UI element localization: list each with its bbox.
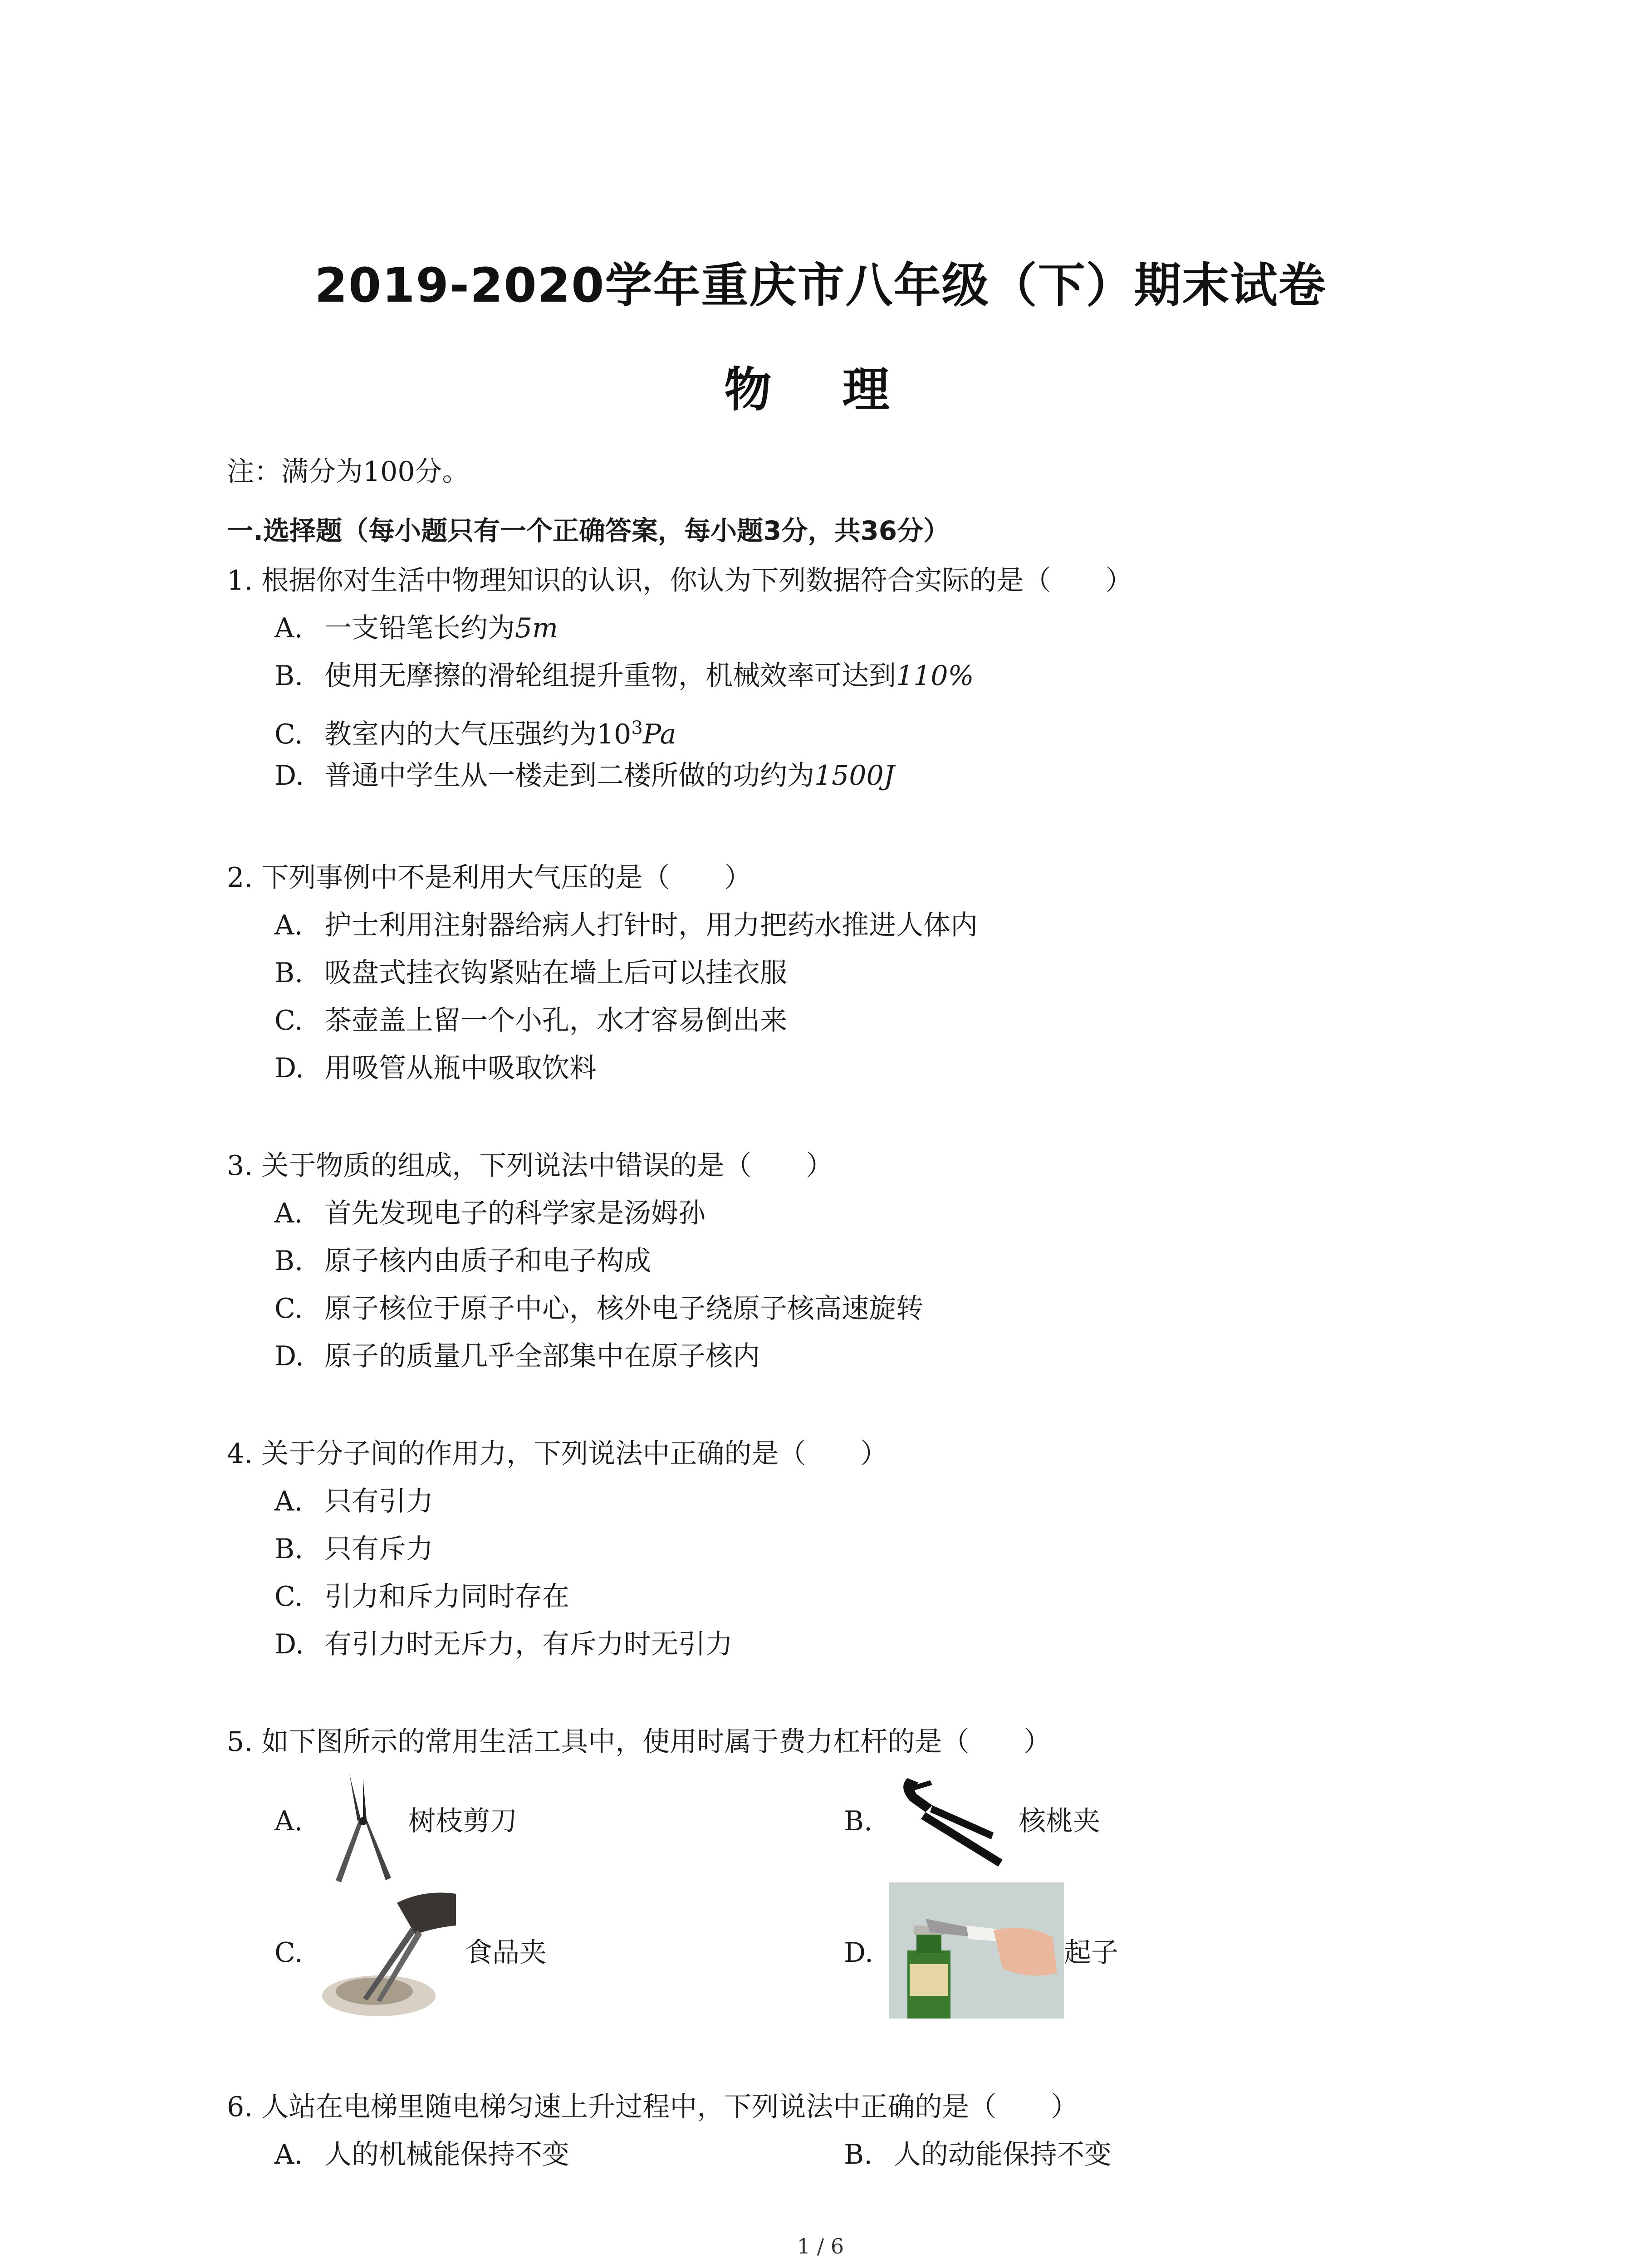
- exam-title: 2019-2020学年重庆市八年级（下）期末试卷: [314, 258, 1327, 313]
- question-1-option-c: C. 教室内的大气压强约为$10^3Pa$: [274, 718, 676, 750]
- question-6-option-b: B. 人的动能保持不变: [844, 2139, 1112, 2170]
- nutcracker-image: [889, 1769, 1016, 1878]
- page-number: 1 / 6: [797, 2234, 844, 2258]
- section-heading: 一.选择题（每小题只有一个正确答案，每小题3分，共36分）: [227, 515, 950, 546]
- question-2-option-d: D. 用吸管从瓶中吸取饮料: [274, 1052, 597, 1084]
- question-5-option-b-label: B.: [844, 1805, 873, 1837]
- question-4-option-a: A. 只有引力: [274, 1486, 433, 1517]
- question-2-option-b: B. 吸盘式挂衣钩紧贴在墙上后可以挂衣服: [274, 957, 787, 989]
- question-4-option-d: D. 有引力时无斥力，有斥力时无引力: [274, 1628, 733, 1660]
- question-5-option-a-label: A.: [274, 1805, 303, 1837]
- branch-shears-image: [318, 1769, 408, 1887]
- question-2-option-a: A. 护士利用注射器给病人打针时，用力把药水推进人体内: [274, 909, 978, 941]
- question-5-option-b-text: 核桃夹: [1019, 1805, 1100, 1837]
- question-3-option-c: C. 原子核位于原子中心，核外电子绕原子核高速旋转: [274, 1293, 923, 1325]
- question-1-option-d: D. 普通中学生从一楼走到二楼所做的功约为1500J: [274, 760, 895, 792]
- score-note: 注：满分为100分。: [227, 456, 470, 488]
- question-3-option-b: B. 原子核内由质子和电子构成: [274, 1245, 651, 1277]
- question-1-stem: 1. 根据你对生活中物理知识的认识，你认为下列数据符合实际的是（ ）: [227, 565, 1133, 596]
- bottle-opener-image: [889, 1882, 1064, 2019]
- question-6-option-a: A. 人的机械能保持不变: [274, 2139, 569, 2170]
- question-5-stem: 5. 如下图所示的常用生活工具中，使用时属于费力杠杆的是（ ）: [227, 1726, 1051, 1758]
- subject-title: 物 理: [724, 362, 917, 417]
- question-5-option-c-label: C.: [274, 1937, 303, 1969]
- question-5-option-c-text: 食品夹: [465, 1937, 547, 1969]
- question-1-option-b: B. 使用无摩擦的滑轮组提升重物，机械效率可达到110%: [274, 660, 974, 692]
- question-5-option-d-label: D.: [844, 1937, 874, 1969]
- question-5-option-a-text: 树枝剪刀: [408, 1805, 517, 1837]
- question-2-stem: 2. 下列事例中不是利用大气压的是（ ）: [227, 862, 752, 894]
- question-4-option-b: B. 只有斥力: [274, 1533, 433, 1565]
- question-3-option-a: A. 首先发现电子的科学家是汤姆孙: [274, 1198, 705, 1229]
- food-tongs-image: [320, 1885, 460, 2021]
- question-4-option-c: C. 引力和斥力同时存在: [274, 1581, 569, 1613]
- question-6-stem: 6. 人站在电梯里随电梯匀速上升过程中，下列说法中正确的是（ ）: [227, 2091, 1078, 2123]
- question-3-option-d: D. 原子的质量几乎全部集中在原子核内: [274, 1340, 760, 1372]
- question-1-option-a: A. 一支铅笔长约为5m: [274, 612, 558, 644]
- question-4-stem: 4. 关于分子间的作用力，下列说法中正确的是（ ）: [227, 1438, 888, 1470]
- question-3-stem: 3. 关于物质的组成，下列说法中错误的是（ ）: [227, 1150, 833, 1182]
- question-5-option-d-text: 起子: [1064, 1937, 1118, 1969]
- question-2-option-c: C. 茶壶盖上留一个小孔，水才容易倒出来: [274, 1005, 787, 1036]
